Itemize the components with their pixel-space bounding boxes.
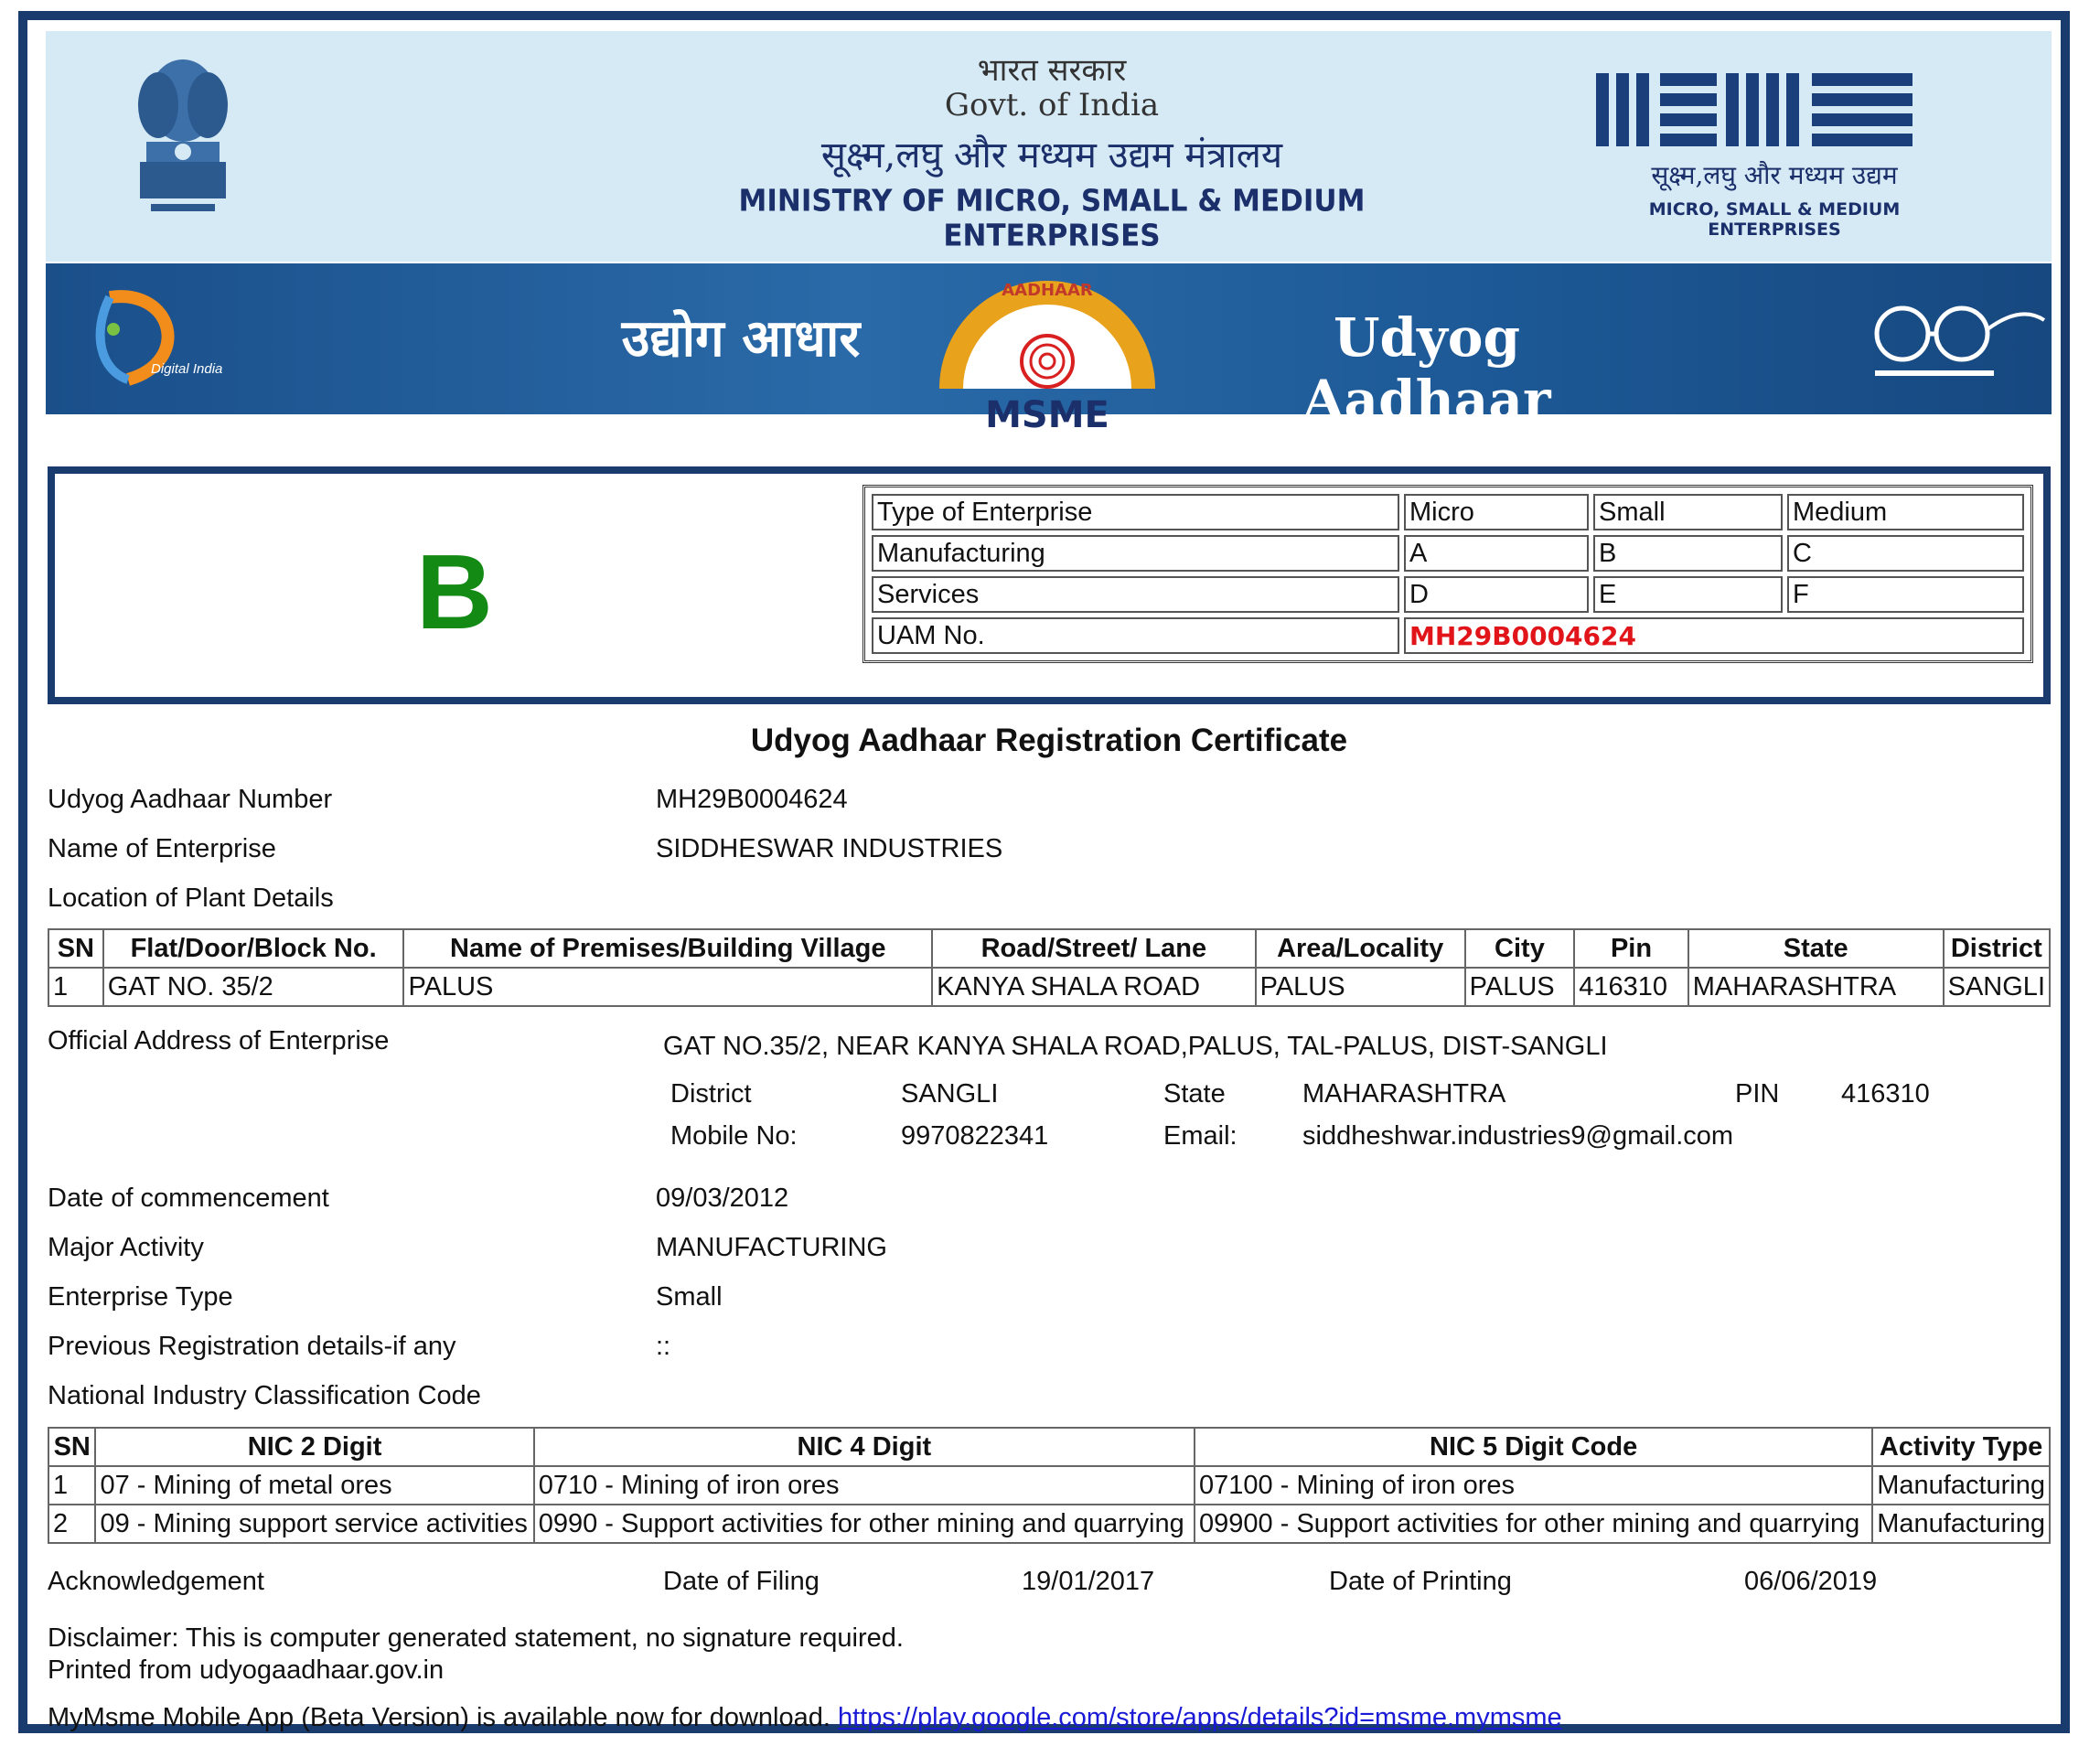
- email-value: siddheshwar.industries9@gmail.com: [1302, 1121, 1734, 1151]
- enterprise-type-value: Small: [656, 1282, 723, 1312]
- table-cell: Manufacturing: [1872, 1505, 2050, 1543]
- table-cell: Small: [1593, 494, 1783, 530]
- table-row: [48, 1466, 2050, 1505]
- table-cell: PALUS: [1256, 968, 1465, 1006]
- category-letter: B: [416, 532, 493, 651]
- table-cell: PALUS: [403, 968, 932, 1006]
- column-header: Name of Premises/Building Village: [403, 929, 932, 968]
- gov-hindi-text: भारत सरकार: [977, 52, 1127, 89]
- udyog-hindi-title: उद्योग आधार: [621, 308, 861, 369]
- district-value: SANGLI: [901, 1079, 999, 1109]
- table-cell: 0710 - Mining of iron ores: [534, 1466, 1195, 1505]
- gov-english-text: Govt. of India: [944, 87, 1160, 123]
- table-row: [872, 576, 2024, 613]
- app-notice: [48, 1703, 1562, 1733]
- column-header: Pin: [1574, 929, 1688, 968]
- column-header: NIC 2 Digit: [95, 1428, 533, 1466]
- table-cell: Manufacturing: [872, 535, 1399, 572]
- filing-date-value: 19/01/2017: [1022, 1567, 1155, 1596]
- table-cell: 07100 - Mining of iron ores: [1195, 1466, 1872, 1505]
- table-cell: MAHARASHTRA: [1688, 968, 1944, 1006]
- svg-text:MSME: MSME: [985, 394, 1109, 434]
- commencement-label: Date of commencement: [48, 1184, 329, 1213]
- column-header: Flat/Door/Block No.: [103, 929, 404, 968]
- column-header: City: [1465, 929, 1575, 968]
- table-cell: 09900 - Support activities for other mining and quarrying: [1195, 1505, 1872, 1543]
- column-header: NIC 5 Digit Code: [1195, 1428, 1872, 1466]
- table-cell: GAT NO. 35/2: [103, 968, 404, 1006]
- enterprise-type-table: [862, 485, 2033, 663]
- commencement-value: 09/03/2012: [656, 1184, 789, 1213]
- column-header: Area/Locality: [1256, 929, 1465, 968]
- national-emblem-icon: [114, 50, 252, 233]
- uan-label: Udyog Aadhaar Number: [48, 785, 333, 814]
- table-row: [872, 535, 2024, 572]
- table-cell: A: [1404, 535, 1589, 572]
- svg-text:AADHAAR: AADHAAR: [1002, 281, 1093, 300]
- pin-value: 416310: [1841, 1079, 1930, 1109]
- printing-date-value: 06/06/2019: [1744, 1567, 1878, 1596]
- nic-label: National Industry Classification Code: [48, 1381, 481, 1410]
- table-header-row: [48, 1428, 2050, 1466]
- table-cell: 09 - Mining support service activities: [95, 1505, 533, 1543]
- udyog-aadhaar-seal-logo: [933, 270, 1162, 434]
- table-cell: C: [1787, 535, 2024, 572]
- digital-india-label: Digital India: [151, 361, 223, 377]
- table-cell: Type of Enterprise: [872, 494, 1399, 530]
- state-label: State: [1163, 1079, 1226, 1109]
- udyog-english-title: Udyog Aadhaar: [1302, 306, 1551, 431]
- uam-label: UAM No.: [872, 617, 1399, 654]
- email-label: Email:: [1163, 1121, 1238, 1151]
- district-label: District: [670, 1079, 752, 1109]
- table-cell: SANGLI: [1944, 968, 2050, 1006]
- msme-hindi-text: सूक्ष्म,लघु और मध्यम उद्यम: [1651, 160, 1898, 190]
- uam-number: MH29B0004624: [1404, 617, 2024, 654]
- location-label: Location of Plant Details: [48, 884, 334, 913]
- table-cell: B: [1593, 535, 1783, 572]
- acknowledgement-label: Acknowledgement: [48, 1567, 264, 1596]
- disclaimer-text: Disclaimer: This is computer generated statement, no signature required.: [48, 1623, 904, 1653]
- uan-value: MH29B0004624: [656, 785, 848, 814]
- printing-date-label: Date of Printing: [1329, 1567, 1512, 1596]
- column-header: Activity Type: [1872, 1428, 2050, 1466]
- printed-from-text: Printed from udyogaadhaar.gov.in: [48, 1655, 445, 1685]
- table-cell: Micro: [1404, 494, 1589, 530]
- column-header: NIC 4 Digit: [534, 1428, 1195, 1466]
- location-table: [48, 928, 2051, 1007]
- table-row: [48, 1505, 2050, 1543]
- table-cell: D: [1404, 576, 1589, 613]
- previous-registration-value: ::: [656, 1332, 671, 1361]
- column-header: Road/Street/ Lane: [932, 929, 1256, 968]
- major-activity-label: Major Activity: [48, 1233, 204, 1262]
- table-row: [872, 617, 2024, 654]
- table-cell: KANYA SHALA ROAD: [932, 968, 1256, 1006]
- table-cell: 07 - Mining of metal ores: [95, 1466, 533, 1505]
- column-header: State: [1688, 929, 1944, 968]
- msme-english-text: MICRO, SMALL & MEDIUM ENTERPRISES: [1648, 199, 1901, 240]
- state-value: MAHARASHTRA: [1302, 1079, 1506, 1109]
- table-cell: 1: [48, 968, 103, 1006]
- table-cell: 416310: [1574, 968, 1688, 1006]
- table-cell: 0990 - Support activities for other mining and quarrying: [534, 1505, 1195, 1543]
- enterprise-name-value: SIDDHESWAR INDUSTRIES: [656, 834, 1003, 863]
- table-cell: PALUS: [1465, 968, 1575, 1006]
- table-cell: Medium: [1787, 494, 2024, 530]
- app-notice-text: MyMsme Mobile App (Beta Version) is available now for download.: [48, 1703, 830, 1732]
- mobile-value: 9970822341: [901, 1121, 1049, 1151]
- column-header: District: [1944, 929, 2050, 968]
- filing-date-label: Date of Filing: [663, 1567, 820, 1596]
- table-cell: Manufacturing: [1872, 1466, 2050, 1505]
- swachh-bharat-logo: [1848, 293, 2049, 393]
- pin-label: PIN: [1735, 1079, 1780, 1109]
- certificate-title: Udyog Aadhaar Registration Certificate: [750, 723, 1348, 758]
- ministry-english-text: MINISTRY OF MICRO, SMALL & MEDIUM ENTERPRISES: [738, 184, 1366, 253]
- table-cell: F: [1787, 576, 2024, 613]
- mobile-label: Mobile No:: [670, 1121, 798, 1151]
- table-header-row: [48, 929, 2050, 968]
- column-header: SN: [48, 929, 103, 968]
- digital-india-logo: [73, 279, 274, 398]
- major-activity-value: MANUFACTURING: [656, 1233, 887, 1262]
- nic-table: [48, 1427, 2051, 1544]
- ministry-hindi-text: सूक्ष्म,लघु और मध्यम उद्यम मंत्रालय: [820, 134, 1283, 177]
- table-cell: 2: [48, 1505, 95, 1543]
- table-cell: 1: [48, 1466, 95, 1505]
- table-cell: Services: [872, 576, 1399, 613]
- enterprise-type-label: Enterprise Type: [48, 1282, 233, 1312]
- msme-logo: [1596, 64, 1962, 155]
- enterprise-name-label: Name of Enterprise: [48, 834, 276, 863]
- official-address-line: GAT NO.35/2, NEAR KANYA SHALA ROAD,PALUS, TAL-PALUS, DIST-SANGLI: [663, 1032, 1608, 1061]
- table-row: [872, 494, 2024, 530]
- official-address-label: Official Address of Enterprise: [48, 1026, 390, 1055]
- column-header: SN: [48, 1428, 95, 1466]
- play-store-link[interactable]: https://play.google.com/store/apps/details?id=msme.mymsme: [837, 1703, 1562, 1732]
- table-cell: E: [1593, 576, 1783, 613]
- previous-registration-label: Previous Registration details-if any: [48, 1332, 456, 1361]
- table-row: [48, 968, 2050, 1006]
